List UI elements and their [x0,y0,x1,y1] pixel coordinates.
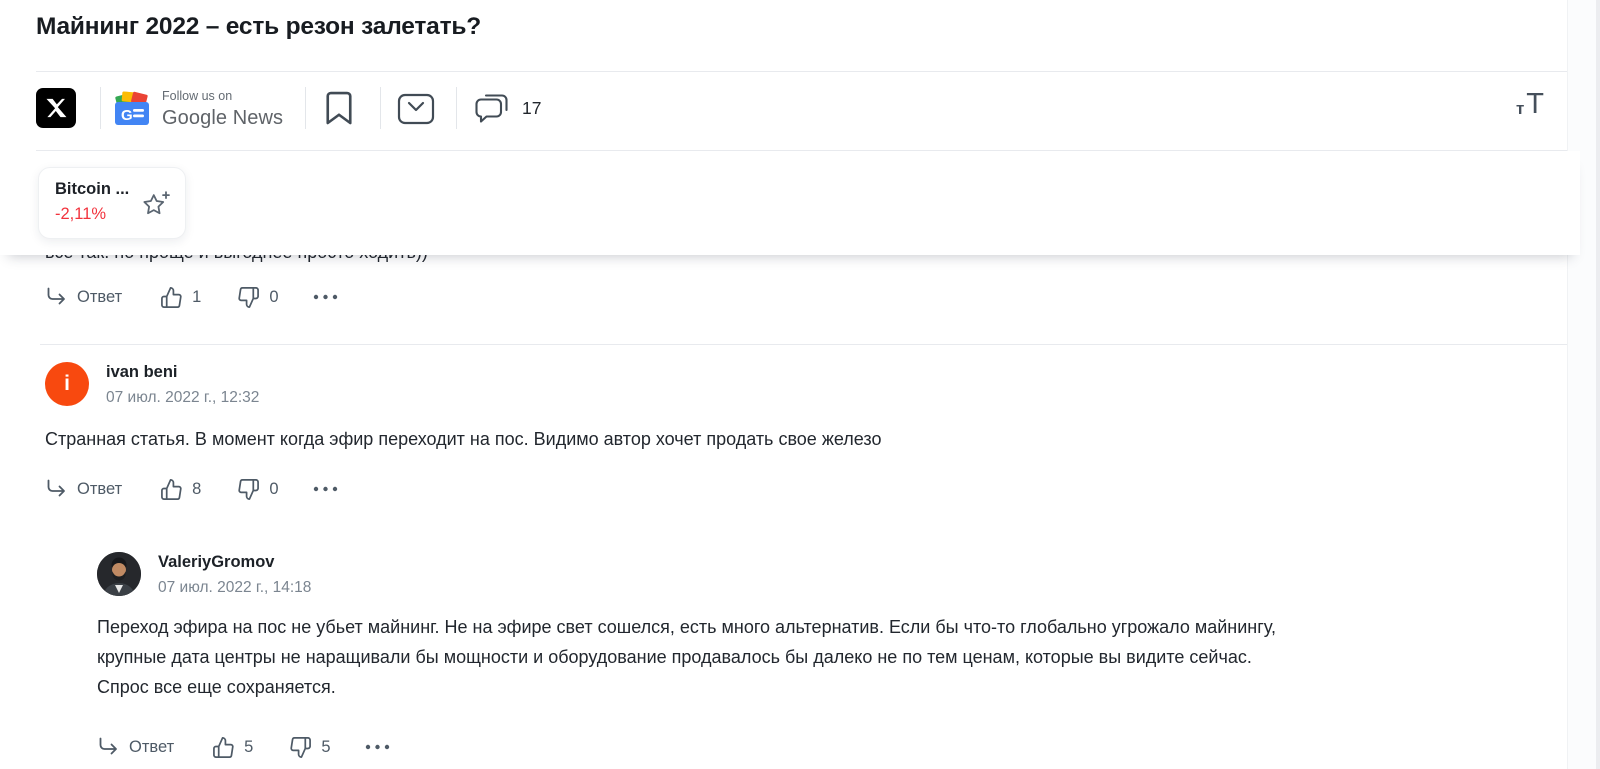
comment-text: Странная статья. В момент когда эфир переходит на пос. Видимо автор хочет продать свое железо [45,429,882,449]
add-to-watchlist-button[interactable] [141,190,171,218]
avatar-photo [97,552,141,596]
comment-date: 07 июл. 2022 г., 12:32 [106,389,260,406]
google-news-tagline: Follow us on [162,89,233,104]
bookmark-button[interactable] [324,89,354,127]
reply-icon [45,287,67,307]
text-size-small-glyph: т [1515,99,1525,118]
text-size-button[interactable] [1496,90,1544,119]
reply-button[interactable] [97,737,174,757]
like-count: 1 [192,287,202,306]
comment-action-row [97,733,391,761]
thumbs-down-icon [289,736,312,759]
more-options-button[interactable] [365,744,391,750]
dislike-count: 0 [269,479,279,498]
reply-label: Ответ [129,737,175,756]
more-options-button[interactable] [313,486,339,492]
like-count: 8 [192,479,202,498]
comment-author[interactable]: ivan beni [106,363,178,381]
toolbar-divider [305,87,306,129]
reply-button[interactable] [45,287,122,307]
dislike-count: 0 [269,287,279,306]
reply-text-line: крупные дата центры не наращивали бы мощности и оборудование продавалось бы далеко не по тем ценам, которые вы видите сейчас. [97,647,1252,667]
thumbs-up-icon [160,286,183,309]
toolbar-divider [100,87,101,129]
comment-action-row [45,283,339,311]
toolbar-divider [456,87,457,129]
avatar-letter: i [64,372,70,395]
ellipsis-icon [365,744,391,750]
bookmark-icon [324,89,354,127]
article-title: Майнинг 2022 – есть резон залетать? [36,13,482,40]
sticky-ticker-bar [0,151,1580,255]
like-count: 5 [244,737,254,756]
dislike-button[interactable] [237,286,278,309]
reply-label: Ответ [77,479,123,498]
ticker-card-bitcoin[interactable] [38,167,186,239]
ticker-change-negative: -2,11% [55,205,107,223]
reply-text-line: Спрос все еще сохраняется. [97,677,336,697]
ellipsis-icon [313,294,339,300]
x-logo-icon [45,97,67,119]
text-size-big-glyph: T [1526,88,1544,120]
like-button[interactable] [212,736,253,759]
ellipsis-icon [313,486,339,492]
dislike-count: 5 [321,737,331,756]
email-share-button[interactable] [396,92,436,126]
reply-label: Ответ [77,287,123,306]
comment-date: 07 июл. 2022 г., 14:18 [158,579,312,596]
reply-text-line: Переход эфира на пос не убьет майнинг. Не на эфире свет сошелся, есть много альтернатив. Если бы что-то глобально угрожало майнингу, [97,617,1277,637]
comments-icon [474,91,510,125]
svg-text:G: G [121,107,133,124]
google-news-icon [112,89,152,129]
dislike-button[interactable] [289,736,330,759]
star-plus-icon [141,190,171,218]
avatar-ivan-beni[interactable] [45,362,89,406]
comment-separator [40,344,1567,345]
more-options-button[interactable] [313,294,339,300]
like-button[interactable] [160,478,201,501]
reply-icon [45,479,67,499]
reply-button[interactable] [45,479,122,499]
header-divider-top [36,71,1567,72]
dislike-button[interactable] [237,478,278,501]
ticker-symbol: Bitcoin ... [55,180,130,198]
google-news-text [162,90,283,128]
reply-icon [97,737,119,757]
thumbs-down-icon [237,286,260,309]
google-news-follow-button[interactable] [112,89,283,129]
scrollbar-track[interactable] [1596,0,1600,769]
comments-count: 17 [522,97,542,118]
toolbar-divider [380,87,381,129]
comments-count-button[interactable] [474,91,541,125]
google-news-brand: Google News [162,106,284,129]
like-button[interactable] [160,286,201,309]
thumbs-up-icon [212,736,235,759]
comment-action-row [45,475,339,503]
thumbs-down-icon [237,478,260,501]
share-x-button[interactable] [36,88,76,128]
thumbs-up-icon [160,478,183,501]
avatar-valeriygromov[interactable] [97,552,141,596]
email-icon [396,92,436,126]
comment-author[interactable]: ValeriyGromov [158,553,275,571]
